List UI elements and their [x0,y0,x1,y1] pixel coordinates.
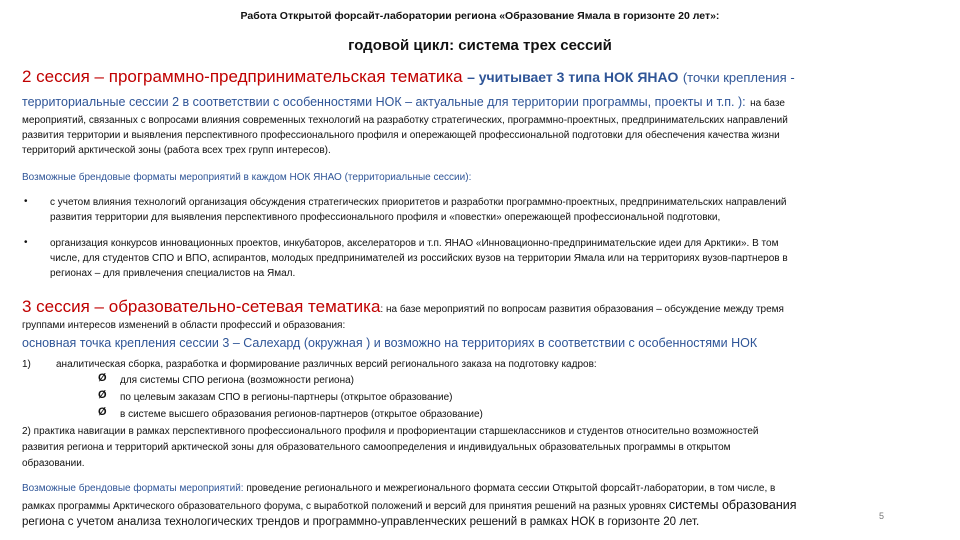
session3-heading-tail: : на базе мероприятий по вопросам развития образования – обсуждение между тремя [380,304,784,315]
bullet-line: организация конкурсов инновационных проектов, инкубаторов, акселераторов и т.п. ЯНАО «Инновационно-предпринимательские идеи для Арктики». В том [50,238,779,249]
session3-item2-line: 2) практика навигации в рамках перспективного профессионального профиля и профориентации старшеклассников и студентов относительно возможностей [22,426,759,437]
session3-formats-text2: рамках программы Арктического образовательного форума, с выработкой положений и версий для принятия решений на разных уровнях [22,501,667,512]
session2-heading-paren: (точки крепления - [682,70,795,85]
session3-subitem: по целевым заказам СПО в регионы-партнеры (открытое образование) [120,392,453,403]
session3-anchor: основная точка крепления сессии 3 – Салехард (окружная ) и возможно на территориях в соответствии с особенностями НОК [22,336,758,350]
session3-subitem: в системе высшего образования регионов-партнеров (открытое образование) [120,409,483,420]
session2-heading-tail: – учитывает 3 типа НОК ЯНАО [467,69,679,85]
session3-formats-line3: региона с учетом анализа технологических трендов и программно-управленческих решений в рамках НОК в горизонте 20 лет. [22,516,700,528]
bullet-marker: • [24,237,28,248]
session2-body-line: развития территории и выявления перспективного профессионального профиля и опережающей профессиональной подготовки для обеспечения качества жизни [22,130,780,141]
session3-formats-label: Возможные брендовые форматы мероприятий: [22,483,244,494]
arrow-bullet-icon: Ø [98,372,107,384]
page-number: 5 [879,511,885,521]
session2-body-line: территорий арктической зоны (работа всех трех групп интересов). [22,145,331,156]
session3-formats-line2 [22,498,797,514]
session3-line2: группами интересов изменений в области профессий и образования: [22,320,346,331]
session3-subitem: для системы СПО региона (возможности региона) [120,375,355,386]
session3-formats-line [22,481,775,496]
session2-line2 [22,93,785,111]
arrow-bullet-icon: Ø [98,406,107,418]
session3-item1-text: аналитическая сборка, разработка и формирование различных версий регионального заказа на подготовку кадров: [56,359,597,370]
bullet-line: с учетом влияния технологий организация обсуждения стратегических приоритетов и разработки программно-проектных, предпринимательских направлений [50,197,787,208]
session2-heading: 2 сессия – программно-предпринимательская тематика [22,67,463,86]
session3-heading-line [22,297,784,317]
session3-item2-line: образовании. [22,458,85,469]
bullet-line: развития территории для выявления перспективного профессионального профиля и «повестки» опережающей профессиональной подготовки, [50,212,721,223]
session3-item1-number: 1) [22,359,31,370]
arrow-bullet-icon: Ø [98,389,107,401]
page-subtitle: годовой цикл: система трех сессий [348,37,612,54]
bullet-line: регионах – для привлечения специалистов на Ямал. [50,268,296,279]
session2-body-line: мероприятий, связанных с вопросами влияния современных технологий на разработку стратегических, программно-проектных, предпринимательских направлений [22,115,788,126]
page-title: Работа Открытой форсайт-лаборатории региона «Образование Ямала в горизонте 20 лет»: [240,10,720,22]
session3-formats-text: проведение регионального и межрегионального формата сессии Открытой форсайт-лаборатории, в том числе, в [243,483,776,494]
session2-territorial: территориальные сессии 2 в соответствии с особенностями НОК – актуальные для территории программы, проекты и т.п. ): [22,95,746,109]
session3-item2-line: развития региона и территорий арктической зоны для образовательного самоопределения и индивидуальных образовательных программы в открытом [22,442,731,453]
session3-heading: 3 сессия – образовательно-сетевая тематика [22,297,381,316]
session3-formats-big: системы образования [668,498,797,512]
bullet-line: числе, для студентов СПО и ВПО, аспирантов, молодых предпринимателей из российских вузов на территории Ямала или на территориях вузов-партнеров в [50,253,788,264]
session2-na-baze: на базе [750,98,785,109]
bullet-marker: • [24,196,28,207]
session2-heading-line [22,67,795,87]
session2-formats-label: Возможные брендовые форматы мероприятий в каждом НОК ЯНАО (территориальные сессии): [22,172,472,183]
